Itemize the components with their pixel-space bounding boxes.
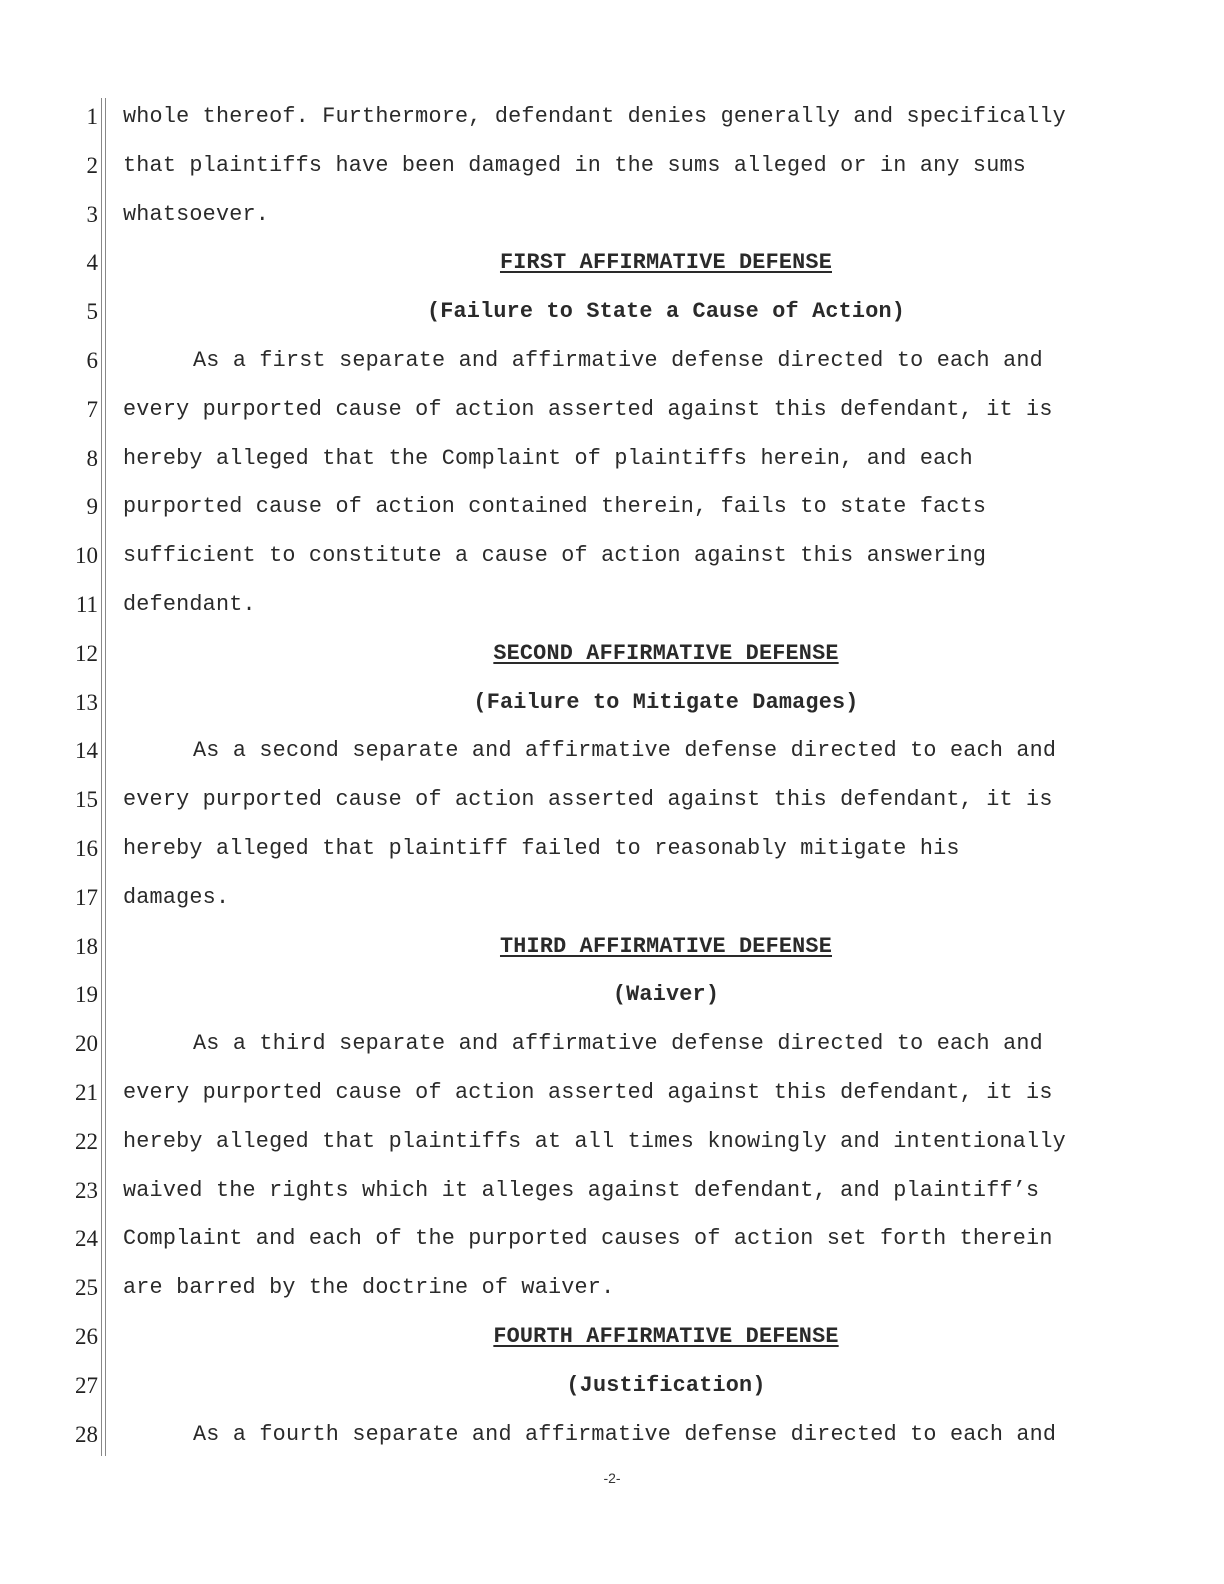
paragraph-first-line: As a second separate and affirmative defense directed to each and — [193, 738, 1057, 764]
body-text-line: every purported cause of action asserted against this defendant, it is — [123, 396, 1053, 422]
body-text-line: waived the rights which it alleges against defendant, and plaintiff’s — [123, 1177, 1040, 1203]
body-text-line: Complaint and each of the purported causes of action set forth therein — [123, 1226, 1053, 1252]
line-number: 26 — [75, 1324, 98, 1349]
line-number: 2 — [86, 152, 98, 178]
body-text-line: every purported cause of action asserted against this defendant, it is — [123, 787, 1053, 813]
paragraph-first-line: As a first separate and affirmative defense directed to each and — [193, 348, 1043, 373]
line-number: 21 — [75, 1080, 98, 1105]
line-number: 17 — [75, 884, 98, 910]
line-number: 25 — [75, 1275, 98, 1301]
section-subheading: (Waiver) — [612, 982, 720, 1008]
paragraph-first-line: As a third separate and affirmative defense directed to each and — [193, 1031, 1043, 1057]
line-number: 6 — [86, 348, 98, 373]
line-number: 5 — [86, 299, 98, 325]
body-text-line: whatsoever. — [123, 201, 270, 227]
body-text-line: whole thereof. Furthermore, defendant denies generally and specifically — [123, 104, 1066, 129]
line-number: 27 — [75, 1372, 98, 1398]
section-heading: FOURTH AFFIRMATIVE DEFENSE — [493, 1324, 839, 1349]
line-number: 3 — [86, 201, 98, 227]
body-text-line: defendant. — [123, 592, 256, 617]
line-number: 16 — [75, 836, 98, 861]
body-text-line: hereby alleged that plaintiffs at all times knowingly and intentionally — [123, 1128, 1066, 1154]
body-text-line: sufficient to constitute a cause of action against this answering — [123, 543, 987, 569]
paragraph-first-line: As a fourth separate and affirmative defense directed to each and — [193, 1421, 1057, 1447]
line-number: 7 — [86, 396, 98, 422]
line-number: 11 — [75, 592, 98, 617]
section-subheading: (Justification) — [566, 1372, 766, 1398]
line-number: 9 — [86, 494, 98, 520]
line-number: 24 — [75, 1226, 98, 1252]
body-text-line: hereby alleged that plaintiff failed to reasonably mitigate his — [123, 836, 960, 861]
section-heading: SECOND AFFIRMATIVE DEFENSE — [493, 640, 839, 666]
section-heading: FIRST AFFIRMATIVE DEFENSE — [499, 250, 832, 276]
line-number: 22 — [75, 1128, 98, 1154]
line-number: 1 — [86, 104, 98, 129]
body-text-line: every purported cause of action asserted against this defendant, it is — [123, 1080, 1053, 1105]
line-number: 18 — [75, 933, 98, 959]
body-text-line: damages. — [123, 884, 230, 910]
line-number: 19 — [75, 982, 98, 1008]
body-text-line: hereby alleged that the Complaint of plaintiffs herein, and each — [123, 445, 973, 471]
line-number: 28 — [75, 1421, 98, 1447]
section-subheading: (Failure to State a Cause of Action) — [426, 299, 906, 325]
section-subheading: (Failure to Mitigate Damages) — [473, 689, 859, 715]
line-number: 23 — [75, 1177, 98, 1203]
page-number: -2- — [603, 1470, 621, 1486]
line-number: 14 — [75, 738, 98, 764]
line-number: 10 — [75, 543, 98, 569]
body-text-line: that plaintiffs have been damaged in the sums alleged or in any sums — [123, 152, 1027, 178]
body-text-line: purported cause of action contained therein, fails to state facts — [123, 494, 987, 520]
line-number: 8 — [86, 445, 98, 471]
left-margin-rule — [101, 98, 102, 1456]
body-text-line: are barred by the doctrine of waiver. — [123, 1275, 615, 1301]
line-number: 13 — [75, 689, 98, 715]
line-number: 4 — [86, 250, 98, 276]
line-number: 20 — [75, 1031, 98, 1057]
line-number: 15 — [75, 787, 98, 813]
line-number: 12 — [75, 640, 98, 666]
section-heading: THIRD AFFIRMATIVE DEFENSE — [499, 933, 832, 959]
